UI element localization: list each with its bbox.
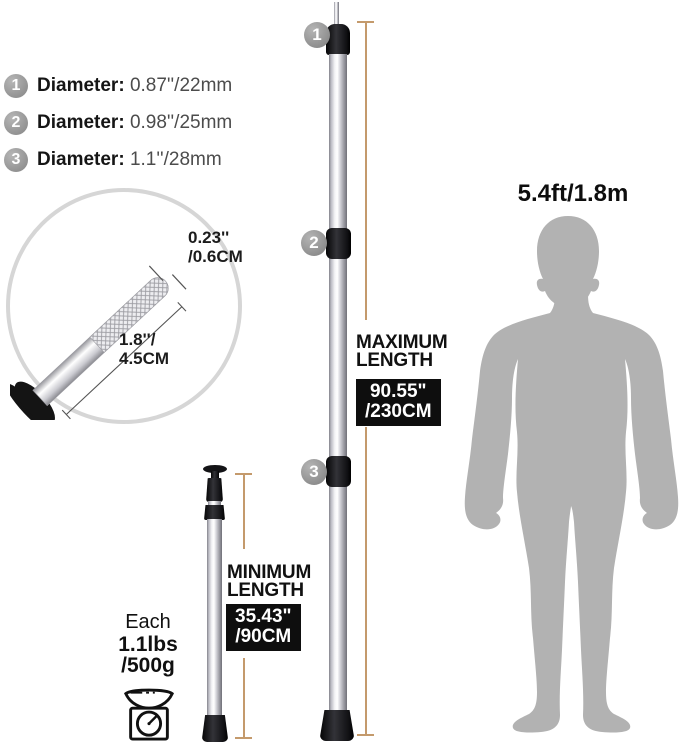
pole-foot xyxy=(320,710,354,741)
short-pole-collar xyxy=(204,505,225,520)
section-marker-1: 1 xyxy=(304,22,330,48)
section-marker-2: 2 xyxy=(301,230,327,256)
tip-diameter-cm: /0.6CM xyxy=(188,247,243,266)
number-3-icon: 3 xyxy=(4,148,28,172)
max-length-value-badge xyxy=(356,379,441,426)
spec-row-3 xyxy=(4,148,232,172)
spec-text xyxy=(37,149,222,171)
section-marker-3: 3 xyxy=(301,459,327,485)
short-pole-stem xyxy=(211,471,219,479)
spec-text xyxy=(37,75,232,97)
weight-info xyxy=(98,611,198,676)
spec-row-1 xyxy=(4,74,232,98)
min-length-label xyxy=(227,564,311,600)
short-pole-foot xyxy=(202,715,228,742)
spec-value: 0.87''/22mm xyxy=(129,75,233,96)
tip-diameter-dimension xyxy=(188,228,243,266)
pole-top-cap xyxy=(326,24,350,55)
number-1-icon: 1 xyxy=(4,74,28,98)
max-line-lower xyxy=(365,427,367,735)
extended-pole xyxy=(329,54,347,712)
tip-detail-magnifier xyxy=(6,188,242,424)
max-length-word-1: MAXIMUM xyxy=(356,332,448,353)
min-length-cm: /90CM xyxy=(235,626,292,647)
short-pole-tip-section xyxy=(206,478,223,502)
pole-tip-graphic xyxy=(10,192,238,420)
spec-value: 0.98''/25mm xyxy=(129,112,233,133)
collapsed-pole xyxy=(207,519,222,717)
weight-grams: /500g xyxy=(121,654,175,677)
tip-length-inch: 1.8''/ xyxy=(119,330,156,349)
spec-label: Diameter: xyxy=(37,149,125,170)
pole-joint-3 xyxy=(326,456,351,487)
min-line-upper xyxy=(243,473,245,549)
weight-each-label: Each xyxy=(125,611,171,633)
person-silhouette xyxy=(451,210,679,742)
spec-value: 1.1''/28mm xyxy=(129,149,222,170)
min-length-word-2: LENGTH xyxy=(227,580,304,601)
scale-icon xyxy=(121,684,177,742)
max-line-bottom-tick xyxy=(357,734,374,736)
max-length-inches: 90.55" xyxy=(369,381,427,402)
max-line-upper xyxy=(365,21,367,320)
pole-joint-2 xyxy=(326,228,351,259)
weight-lbs: 1.1lbs xyxy=(118,633,178,656)
pole-spike-tip xyxy=(334,2,339,26)
tip-length-dimension xyxy=(119,330,169,368)
spec-text xyxy=(37,112,232,134)
spec-label: Diameter: xyxy=(37,112,125,133)
max-length-cm: /230CM xyxy=(365,401,432,422)
tip-length-cm: 4.5CM xyxy=(119,349,170,368)
max-length-word-2: LENGTH xyxy=(356,350,433,371)
min-line-bottom-tick xyxy=(235,737,252,739)
person-height-label: 5.4ft/1.8m xyxy=(517,180,629,207)
min-line-lower xyxy=(243,658,245,738)
min-length-inches: 35.43" xyxy=(235,606,292,627)
min-length-value-badge xyxy=(226,604,301,651)
number-2-icon: 2 xyxy=(4,111,28,135)
spec-label: Diameter: xyxy=(37,75,125,96)
diameter-spec-list xyxy=(4,74,232,172)
min-length-word-1: MINIMUM xyxy=(227,562,312,583)
max-length-label xyxy=(356,334,447,370)
spec-row-2 xyxy=(4,111,232,135)
tip-diameter-inch: 0.23'' xyxy=(188,228,230,247)
